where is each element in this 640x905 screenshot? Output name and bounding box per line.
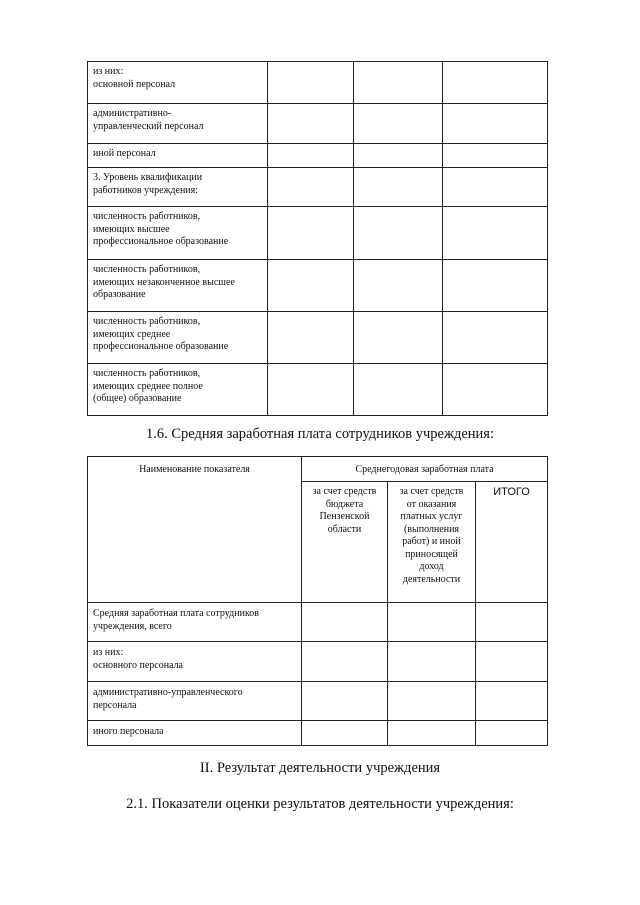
table-cell xyxy=(443,260,548,312)
column-header-name: Наименование показателя xyxy=(88,457,302,603)
row-label: иного персонала xyxy=(88,721,302,746)
row-label: Средняя заработная плата сотрудников учреждения, всего xyxy=(88,603,302,642)
table-cell xyxy=(388,721,476,746)
table-row xyxy=(88,682,548,721)
row-label: административно-управленческого персонала xyxy=(88,682,302,721)
table-row xyxy=(88,603,548,642)
table-cell xyxy=(268,168,354,207)
table-cell xyxy=(443,104,548,144)
row-label: численность работников, имеющих незаконченное высшее образование xyxy=(88,260,268,312)
table-cell xyxy=(476,721,548,746)
table-cell xyxy=(302,682,388,721)
table-row xyxy=(88,168,548,207)
table-row xyxy=(88,104,548,144)
table-cell xyxy=(443,312,548,364)
table-cell xyxy=(476,642,548,682)
table-row xyxy=(88,721,548,746)
row-label: численность работников, имеющих среднее полное (общее) образование xyxy=(88,364,268,416)
staff-table xyxy=(87,61,548,416)
table-cell xyxy=(302,721,388,746)
row-label: численность работников, имеющих среднее профессиональное образование xyxy=(88,312,268,364)
section-title-2-1: 2.1. Показатели оценки результатов деятельности учреждения: xyxy=(126,796,514,812)
table-cell xyxy=(476,603,548,642)
row-label: 3. Уровень квалификации работников учреждения: xyxy=(88,168,268,207)
column-header-total: ИТОГО xyxy=(476,482,548,603)
table-cell xyxy=(354,144,443,168)
table-cell xyxy=(268,312,354,364)
row-label: иной персонал xyxy=(88,144,268,168)
section-title-2: II. Результат деятельности учреждения xyxy=(199,760,441,776)
column-header-salary: Среднегодовая заработная плата xyxy=(302,457,548,482)
column-header-budget: за счет средств бюджета Пензенской области xyxy=(302,482,388,603)
table-cell xyxy=(268,364,354,416)
table-cell xyxy=(443,144,548,168)
table-cell xyxy=(268,260,354,312)
table-cell xyxy=(268,104,354,144)
table-row xyxy=(88,207,548,260)
table-cell xyxy=(443,168,548,207)
table-cell xyxy=(443,207,548,260)
table-cell xyxy=(268,144,354,168)
table-cell xyxy=(443,364,548,416)
row-label: из них: основного персонала xyxy=(88,642,302,682)
table-cell xyxy=(443,62,548,104)
table-row xyxy=(88,144,548,168)
table-row xyxy=(88,364,548,416)
table-cell xyxy=(354,207,443,260)
table-cell xyxy=(354,104,443,144)
table-cell xyxy=(354,62,443,104)
row-label: административно- управленческий персонал xyxy=(88,104,268,144)
salary-table xyxy=(87,456,548,746)
table-cell xyxy=(302,603,388,642)
table-row xyxy=(88,312,548,364)
table-cell xyxy=(388,642,476,682)
row-label: из них: основной персонал xyxy=(88,62,268,104)
section-title-1-6: 1.6. Средняя заработная плата сотрудников учреждения: xyxy=(146,426,494,442)
table-cell xyxy=(268,62,354,104)
table-row xyxy=(88,642,548,682)
table-cell xyxy=(354,260,443,312)
table-cell xyxy=(476,682,548,721)
table-header-row xyxy=(88,457,548,482)
row-label: численность работников, имеющих высшее профессиональное образование xyxy=(88,207,268,260)
table-cell xyxy=(268,207,354,260)
table-cell xyxy=(302,642,388,682)
table-cell xyxy=(354,312,443,364)
table-cell xyxy=(388,603,476,642)
column-header-paid-services: за счет средств от оказания платных услуг (выполнения работ) и иной приносящей доход деятельности xyxy=(388,482,476,603)
table-cell xyxy=(354,168,443,207)
table-cell xyxy=(354,364,443,416)
table-row xyxy=(88,260,548,312)
table-row xyxy=(88,62,548,104)
table-cell xyxy=(388,682,476,721)
